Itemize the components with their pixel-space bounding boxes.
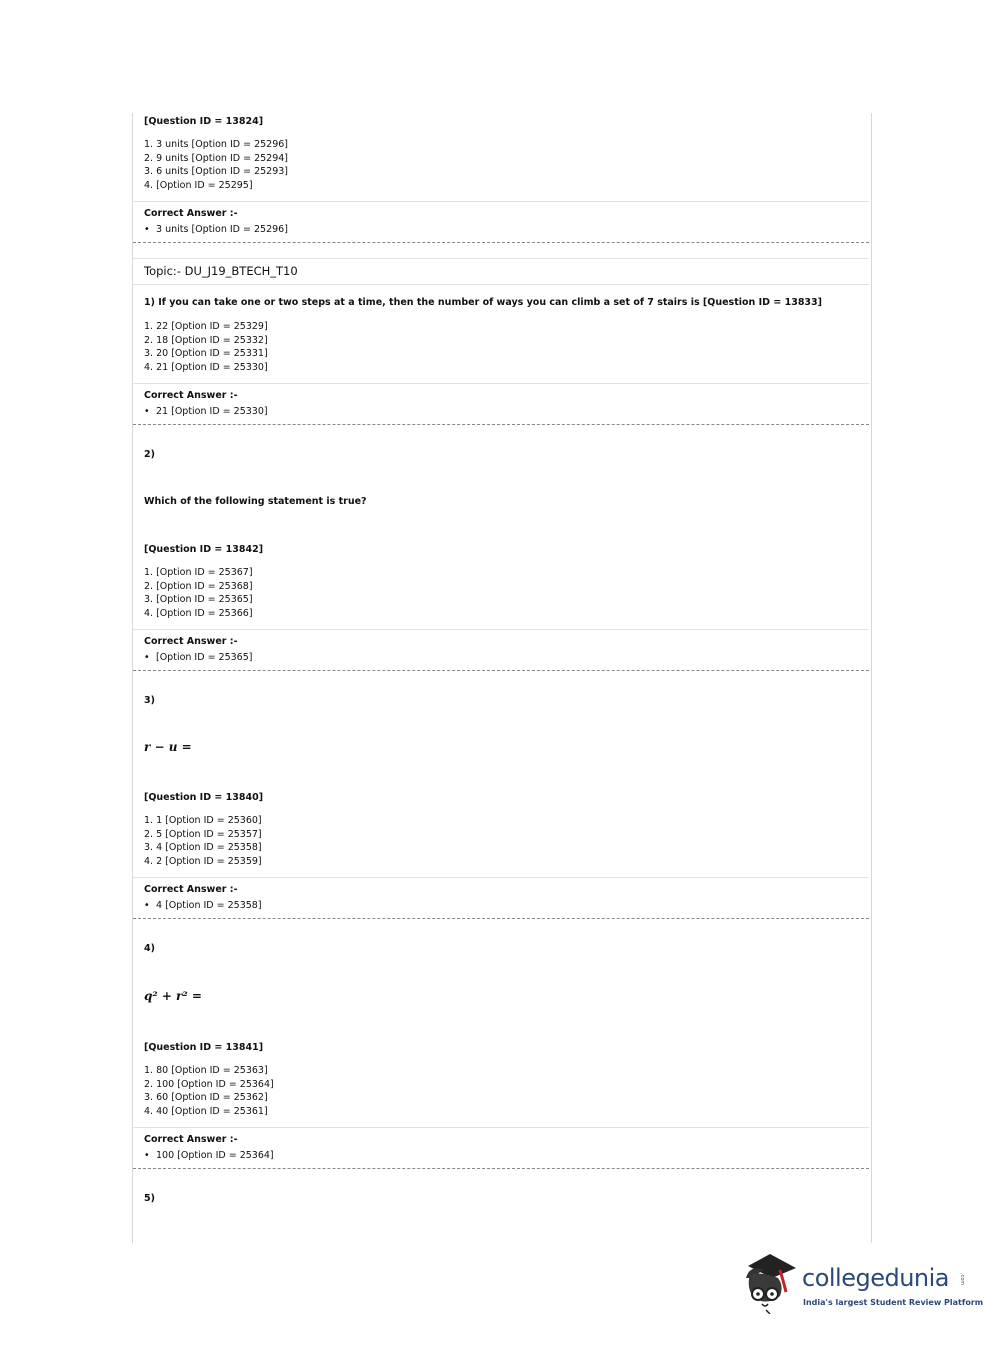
correct-answer-label: Correct Answer :- xyxy=(144,390,238,401)
correct-answer-text: 4 [Option ID = 25358] xyxy=(156,900,262,911)
logo-wordmark: collegedunia xyxy=(802,1264,950,1292)
divider xyxy=(133,383,869,384)
option: 2. 100 [Option ID = 25364] xyxy=(144,1078,274,1090)
question-number: 5) xyxy=(144,1193,155,1204)
option: 3. 20 [Option ID = 25331] xyxy=(144,348,268,360)
logo-tagline: India's largest Student Review Platform xyxy=(803,1298,984,1307)
question-id: [Question ID = 13840] xyxy=(144,792,264,803)
option: 2. 9 units [Option ID = 25294] xyxy=(144,152,288,164)
bullet-icon: • xyxy=(144,224,150,235)
divider xyxy=(133,201,869,202)
bullet-icon: • xyxy=(144,1150,150,1161)
options-list xyxy=(144,1064,274,1119)
question-id: [Question ID = 13842] xyxy=(144,544,264,555)
correct-answer xyxy=(144,899,262,912)
divider xyxy=(133,629,869,630)
correct-answer-label: Correct Answer :- xyxy=(144,208,238,219)
option: 2. [Option ID = 25368] xyxy=(144,580,253,592)
divider xyxy=(133,670,869,671)
question-id: [Question ID = 13824] xyxy=(144,116,264,127)
options-list xyxy=(144,814,262,869)
divider xyxy=(133,1168,869,1169)
logo-domain: .com xyxy=(959,1273,965,1286)
bullet-icon: • xyxy=(144,900,150,911)
option: 3. [Option ID = 25365] xyxy=(144,594,253,606)
option: 4. [Option ID = 25295] xyxy=(144,180,253,192)
divider xyxy=(133,877,869,878)
divider xyxy=(133,424,869,425)
option: 2. 18 [Option ID = 25332] xyxy=(144,334,268,346)
option: 1. 1 [Option ID = 25360] xyxy=(144,815,262,826)
correct-answer-label: Correct Answer :- xyxy=(144,1134,238,1145)
math-expression: r − u = xyxy=(144,740,192,754)
math-expression: q² + r² = xyxy=(144,989,202,1003)
bullet-icon: • xyxy=(144,406,150,417)
correct-answer xyxy=(144,651,252,664)
correct-answer-text: 100 [Option ID = 25364] xyxy=(156,1150,274,1161)
question-id: [Question ID = 13841] xyxy=(144,1042,264,1053)
correct-answer xyxy=(144,405,268,418)
option: 4. 40 [Option ID = 25361] xyxy=(144,1106,268,1118)
question-number: 2) xyxy=(144,449,155,460)
option: 3. 60 [Option ID = 25362] xyxy=(144,1092,268,1104)
collegedunia-logo xyxy=(740,1248,984,1318)
correct-answer-label: Correct Answer :- xyxy=(144,636,238,647)
divider xyxy=(133,918,869,919)
topic-title: Topic:- DU_J19_BTECH_T10 xyxy=(144,264,298,278)
option: 1. 22 [Option ID = 25329] xyxy=(144,321,268,332)
option: 4. [Option ID = 25366] xyxy=(144,608,253,620)
correct-answer-text: [Option ID = 25365] xyxy=(156,652,253,663)
correct-answer-label: Correct Answer :- xyxy=(144,884,238,895)
options-list xyxy=(144,320,268,375)
question-number: 4) xyxy=(144,943,155,954)
divider xyxy=(133,284,869,285)
divider xyxy=(133,1127,869,1128)
divider xyxy=(133,258,869,259)
correct-answer xyxy=(144,223,288,236)
options-list xyxy=(144,566,253,621)
question-number: 3) xyxy=(144,695,155,706)
option: 4. 2 [Option ID = 25359] xyxy=(144,856,262,868)
mascot-icon xyxy=(740,1248,800,1314)
correct-answer xyxy=(144,1149,274,1162)
correct-answer-text: 3 units [Option ID = 25296] xyxy=(156,224,288,235)
option: 1. 3 units [Option ID = 25296] xyxy=(144,139,288,150)
option: 3. 6 units [Option ID = 25293] xyxy=(144,166,288,178)
option: 1. [Option ID = 25367] xyxy=(144,567,253,578)
options-list xyxy=(144,138,288,193)
question-text: Which of the following statement is true? xyxy=(144,496,367,507)
option: 2. 5 [Option ID = 25357] xyxy=(144,828,262,840)
correct-answer-text: 21 [Option ID = 25330] xyxy=(156,406,268,417)
option: 1. 80 [Option ID = 25363] xyxy=(144,1065,268,1076)
question-text: 1) If you can take one or two steps at a time, then the number of ways you can climb a set of 7 stairs is [Question ID = 13833] xyxy=(144,297,822,308)
option: 3. 4 [Option ID = 25358] xyxy=(144,842,262,854)
divider xyxy=(133,242,869,243)
option: 4. 21 [Option ID = 25330] xyxy=(144,362,268,374)
bullet-icon: • xyxy=(144,652,150,663)
